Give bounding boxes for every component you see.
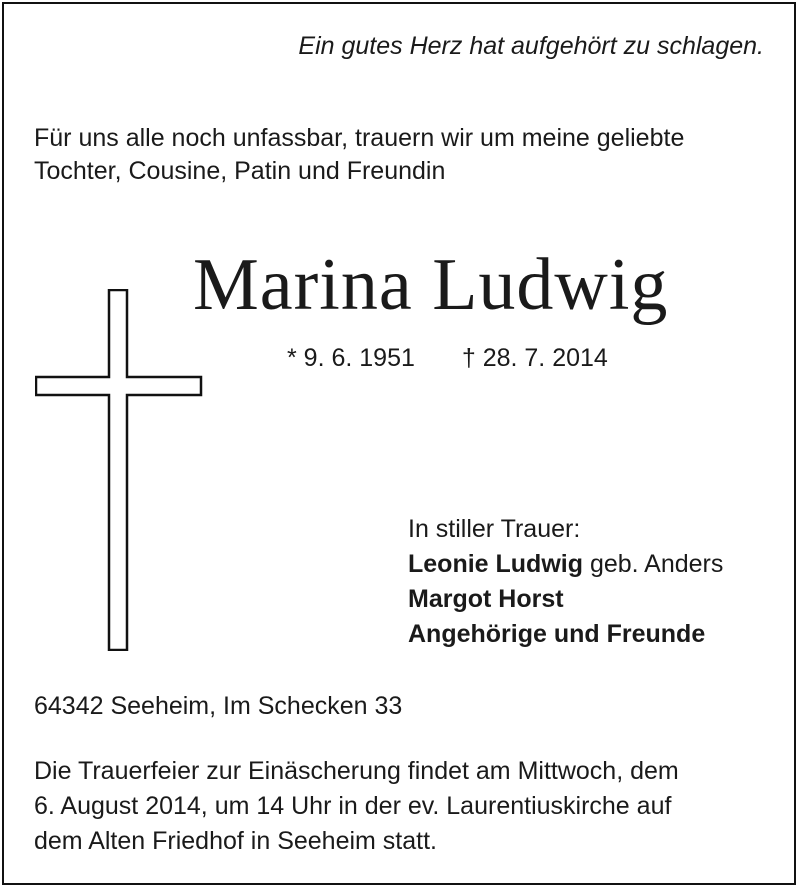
mourner-entry — [408, 617, 723, 652]
address: 64342 Seeheim, Im Schecken 33 — [34, 692, 403, 720]
mourner-name: Angehörige und Freunde — [408, 620, 706, 648]
cross-icon — [35, 289, 203, 651]
intro-text — [34, 122, 774, 188]
death-date: † 28. 7. 2014 — [461, 344, 608, 372]
mourner-entry — [408, 582, 723, 617]
mourner-entry — [408, 547, 723, 582]
service-line-3: dem Alten Friedhof in Seeheim statt. — [34, 827, 437, 855]
service-info — [34, 754, 779, 859]
mourner-name: Margot Horst — [408, 585, 564, 613]
motto: Ein gutes Herz hat aufgehört zu schlagen. — [298, 32, 764, 60]
intro-line-1: Für uns alle noch unfassbar, trauern wir um meine geliebte — [34, 124, 685, 152]
birth-date: * 9. 6. 1951 — [287, 344, 415, 372]
service-line-1: Die Trauerfeier zur Einäscherung findet am Mittwoch, dem — [34, 757, 679, 785]
intro-line-2: Tochter, Cousine, Patin und Freundin — [34, 157, 446, 185]
deceased-name: Marina Ludwig — [193, 244, 669, 326]
mourner-name: Leonie Ludwig — [408, 550, 583, 578]
service-line-2: 6. August 2014, um 14 Uhr in der ev. Laurentiuskirche auf — [34, 792, 672, 820]
life-dates — [287, 344, 608, 373]
mourner-suffix: geb. Anders — [583, 550, 724, 578]
mourners-heading: In stiller Trauer: — [408, 515, 581, 543]
mourners-block — [408, 512, 723, 652]
